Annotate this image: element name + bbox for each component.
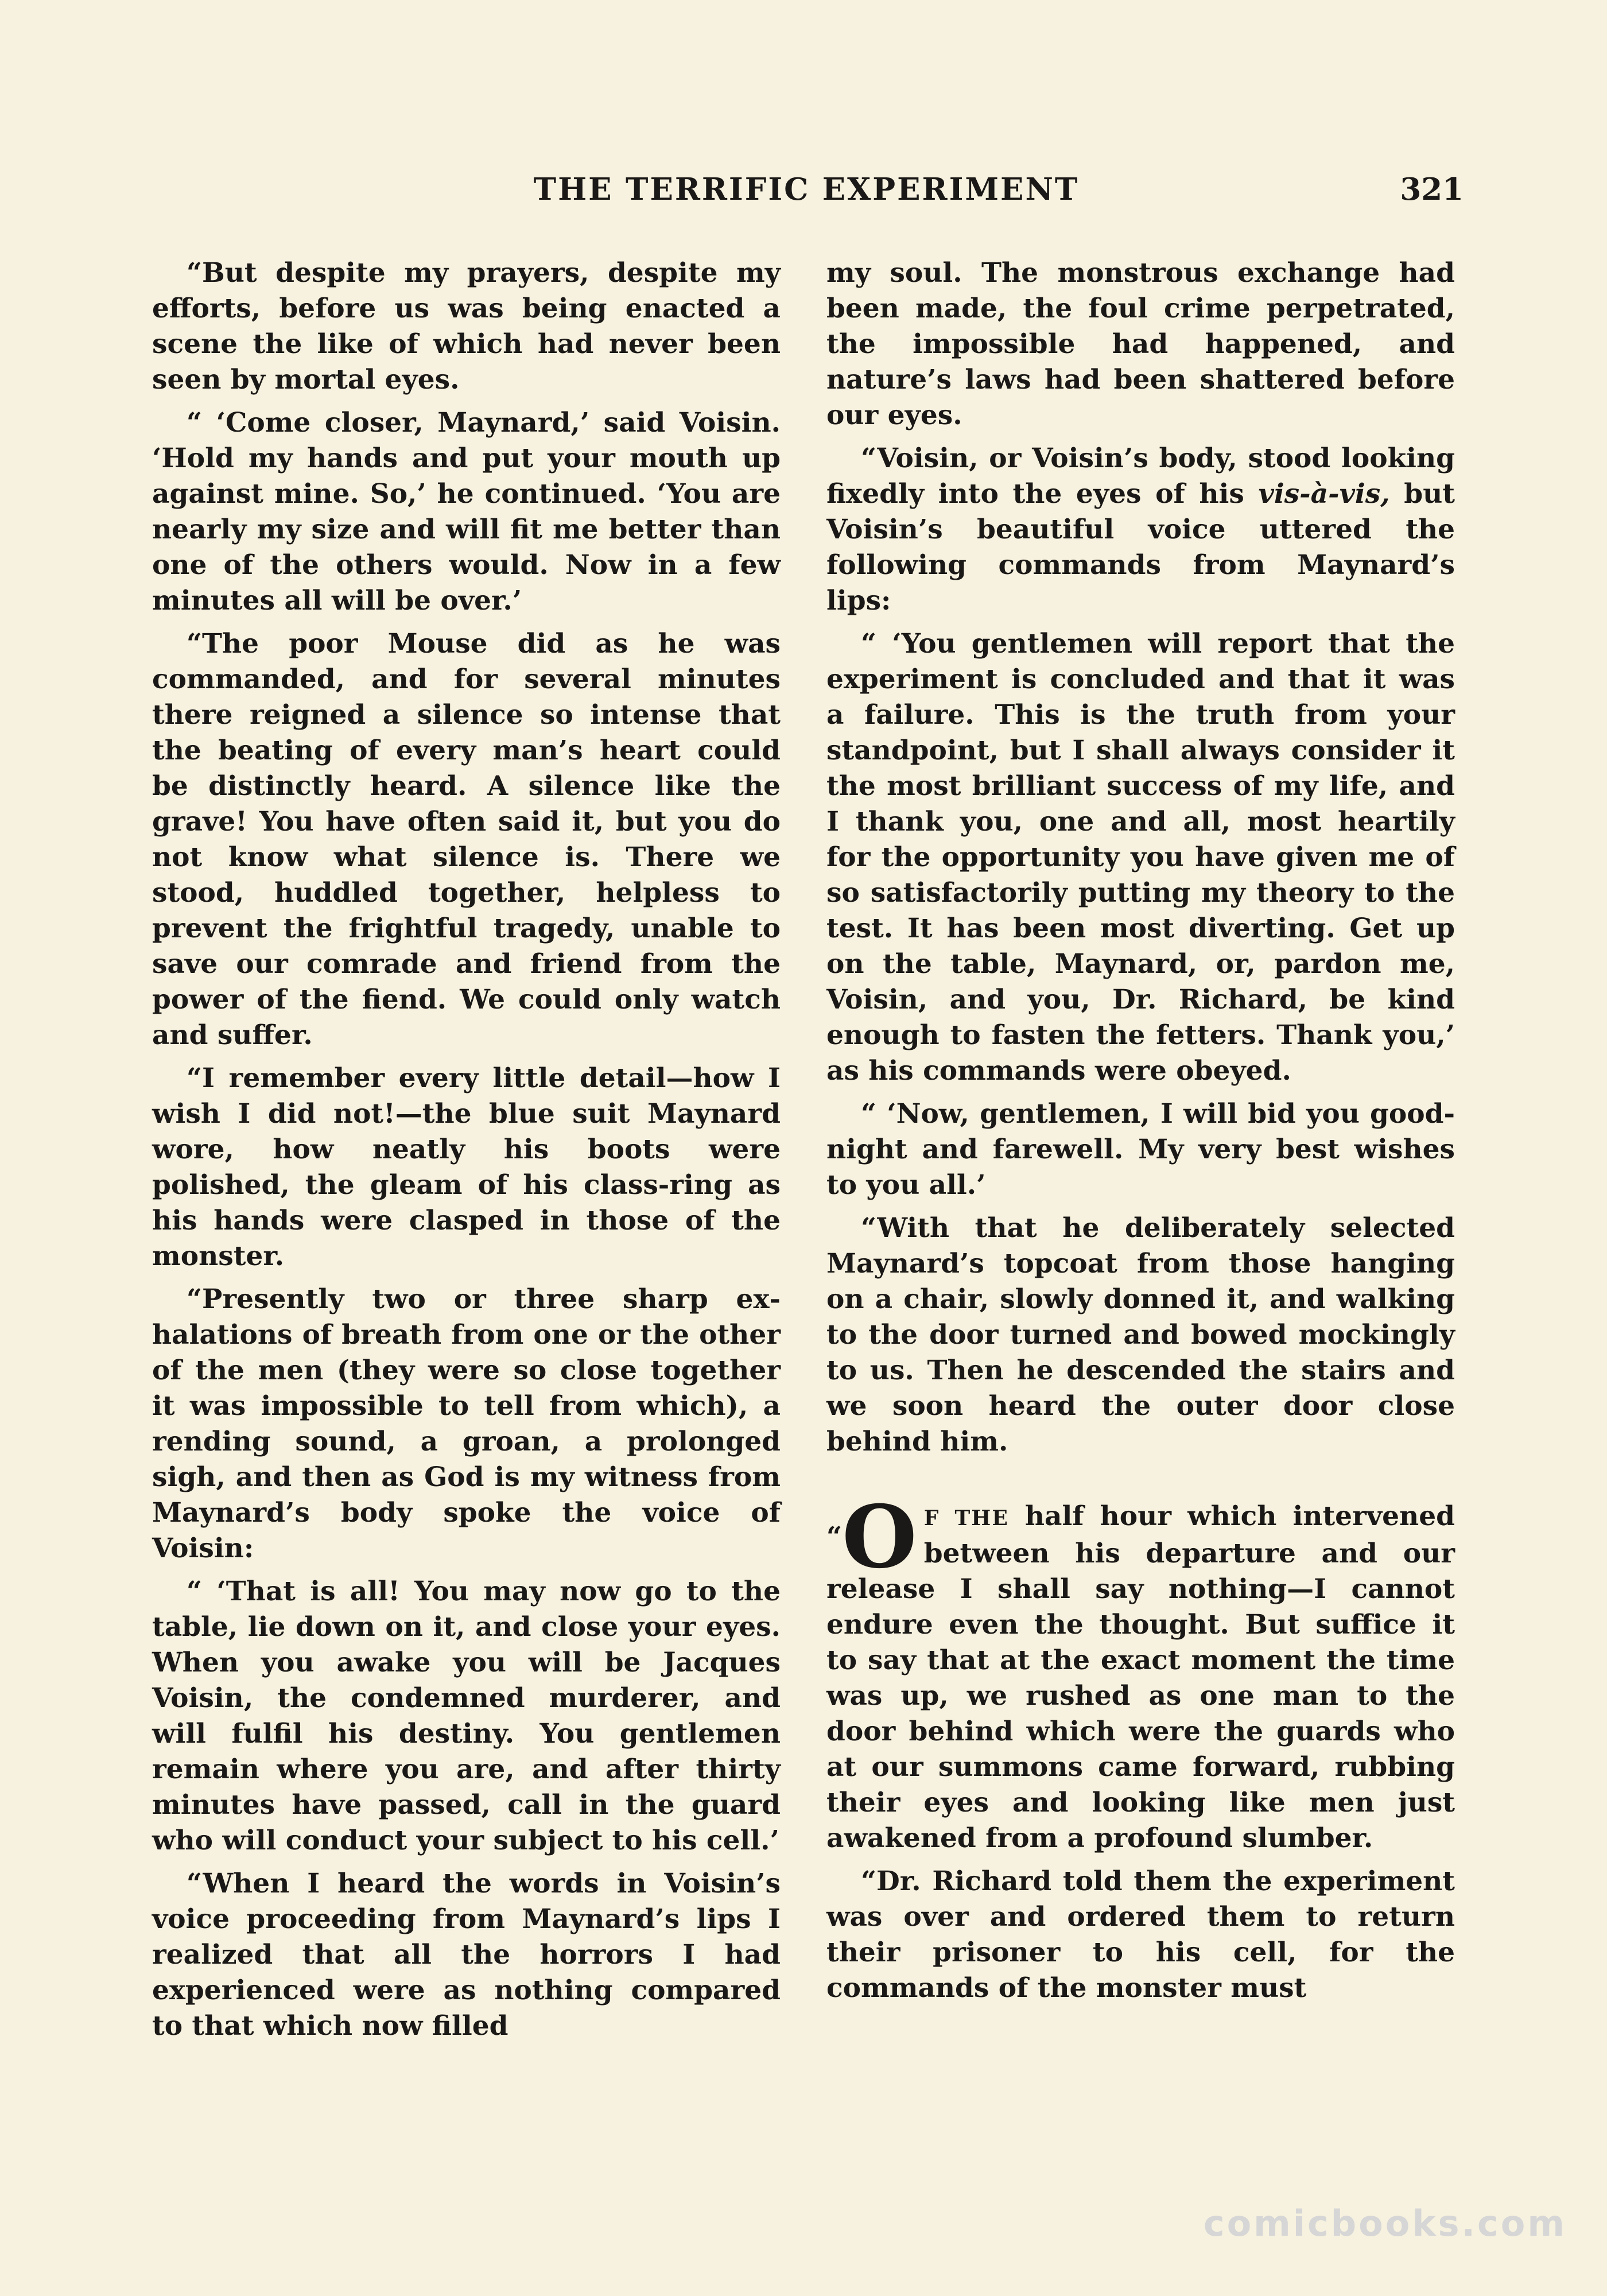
section-break — [826, 1467, 1455, 1499]
page-number: 321 — [1400, 172, 1464, 207]
text-run: “Voisin, or Voisin’s body, stood looking fixedly into the eyes of his — [826, 443, 1455, 510]
paragraph: my soul. The monstrous exchange had been made, the foul crime perpetrated, the impossible had happened, and nature’s laws had been shattered before our eyes. — [826, 257, 1455, 431]
text-run: half hour which intervened between his departure and our release I shall say nothing—I cannot endure even the thought. But suffice it to say that at the exact moment the time was up, we rushed as one man to the door behind which were the guards who at our summons came forward, rubbing their eyes and looking like men just awakened from a profound slumber. — [826, 1500, 1455, 1854]
italic-phrase: vis-à-vis, — [1258, 478, 1390, 510]
paragraph: “When I heard the words in Voisin’s voice proceeding from Maynard’s lips I realized that all the horrors I had experienced were as nothing compared to that which now filled — [152, 1868, 781, 2042]
drop-cap-quote: “ — [826, 1521, 843, 1553]
paragraph: “ ‘You gentlemen will report that the experiment is concluded and that it was a failure. This is the truth from your standpoint, but I shall always consider it the most brilliant success of my life, and I thank you, one and all, most heartily for the opportunity you have given me of so satisfactorily putting my theory to the test. It has been most diverting. Get up on the table, Maynard, or, pardon me, Voisin, and you, Dr. Richard, be kind enough to fasten the fetters. Thank you,’ as his commands were obeyed. — [826, 628, 1455, 1087]
drop-cap-letter: O — [842, 1487, 917, 1588]
paragraph: “But despite my prayers, despite my efforts, before us was being enacted a scene the like of which had never been seen by mortal eyes. — [152, 257, 781, 395]
paragraph: “Dr. Richard told them the experiment was over and ordered them to return their prisoner to his cell, for the commands of the monster must — [826, 1865, 1455, 2004]
paragraph: “I remember every little detail—how I wish I did not!—the blue suit Maynard wore, how neatly his boots were polished, the gleam of his class-ring as his hands were clasped in those of the monster. — [152, 1062, 781, 1272]
small-caps-lead: F THE — [923, 1506, 1009, 1530]
paragraph: “The poor Mouse did as he was commanded, and for several minutes there reigned a silence so intense that the beating of every man’s heart could be distinctly heard. A silence like the grave! You have often said it, but you do not know what silence is. There we stood, huddled together, helpless to prevent the frightful tragedy, unable to save our comrade and friend from the power of the fiend. We could only watch and suffer. — [152, 628, 781, 1051]
right-column — [826, 255, 1455, 2014]
paragraph: “With that he deliberately selected Maynard’s topcoat from those hanging on a chair, slowly donned it, and walking to the door turned and bowed mockingly to us. Then he descended the stairs and we soon heard the outer door close behind him. — [826, 1212, 1455, 1457]
paragraph: “ ‘Come closer, Maynard,’ said Voisin. ‘Hold my hands and put your mouth up against mine. So,’ he continued. ‘You are nearly my size and will fit me better than one of the others would. Now in a few minutes all will be over.’ — [152, 407, 781, 616]
text-run: but Voisin’s beautiful voice uttered the following commands from Maynard’s lips: — [826, 478, 1455, 616]
running-header — [149, 164, 1464, 215]
paragraph: “ ‘Now, gentlemen, I will bid you good-night and farewell. My very best wishes to you all.’ — [826, 1098, 1455, 1201]
section-opening-paragraph — [826, 1487, 1455, 1856]
paragraph: “Presently two or three sharp exhalations of breath from one or the other of the men (they were so close together it was impossible to tell from which), a rending sound, a groan, a prolonged sigh, and then as God is my witness from Maynard’s body spoke the voice of Voisin: — [152, 1283, 781, 1564]
running-title: THE TERRIFIC EXPERIMENT — [533, 172, 1080, 207]
drop-cap — [826, 1487, 917, 1588]
paragraph: “ ‘That is all! You may now go to the table, lie down on it, and close your eyes. When you awake you will be Jacques Voisin, the condemned murderer, and will fulfil his destiny. You gentlemen remain where you are, and after thirty minutes have passed, call in the guard who will conduct your subject to his cell.’ — [152, 1576, 781, 1856]
left-column — [152, 255, 781, 2051]
watermark-text: comicbooks.com — [1203, 2202, 1567, 2244]
paragraph — [826, 441, 1455, 619]
